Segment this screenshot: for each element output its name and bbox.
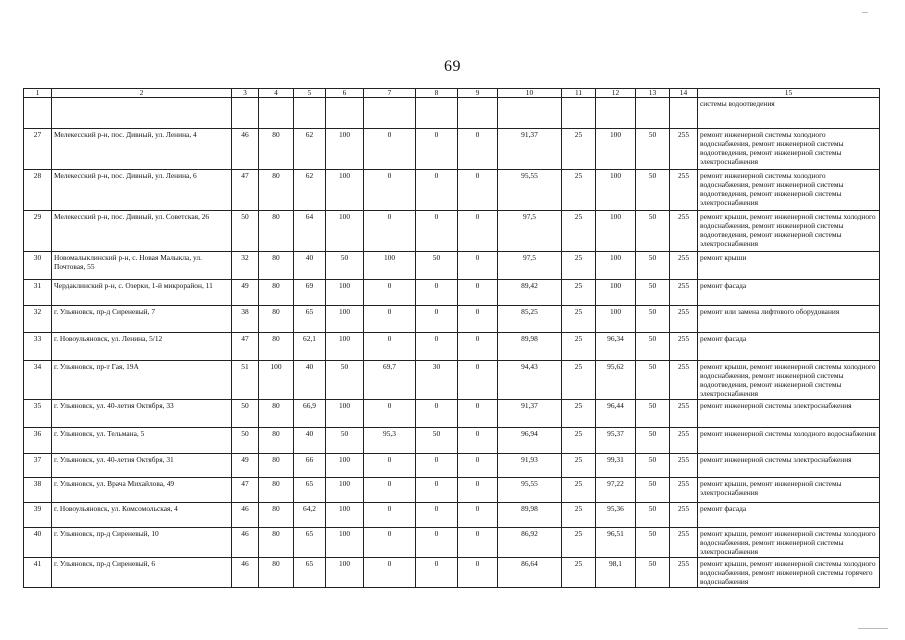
cell-c5: 40 <box>294 361 326 400</box>
cell-c4: 80 <box>259 252 294 280</box>
cell-c8: 0 <box>416 306 458 333</box>
cell-c3: 46 <box>232 558 259 588</box>
cell-c14: 255 <box>670 400 698 428</box>
cell-c9: 0 <box>458 306 498 333</box>
cell-total: 94,43 <box>498 361 562 400</box>
cell-c13: 50 <box>636 333 670 361</box>
table-row <box>24 211 880 252</box>
cell-c3: 49 <box>232 280 259 306</box>
cell-c6: 100 <box>326 129 364 170</box>
cell-works: ремонт инженерной системы холодного водоснабжения, ремонт инженерной системы водоотведения, ремонт инженерной системы электроснабжения <box>698 129 880 170</box>
cell-works: ремонт крыши, ремонт инженерной системы холодного водоснабжения, ремонт инженерной системы электроснабжения <box>698 528 880 558</box>
table-row <box>24 252 880 280</box>
cell-c4: 80 <box>259 503 294 528</box>
cell-c12: 100 <box>596 129 636 170</box>
cell-c6: 100 <box>326 478 364 503</box>
cell-index: 35 <box>24 400 52 428</box>
cell-c14: 255 <box>670 528 698 558</box>
cell-c14: 255 <box>670 280 698 306</box>
cell-address: г. Ульяновск, пр-т Гая, 19А <box>52 361 232 400</box>
cell-c6: 100 <box>326 454 364 478</box>
cell-c13: 50 <box>636 428 670 454</box>
column-number-header: 9 <box>458 89 498 98</box>
cell-index: 33 <box>24 333 52 361</box>
cell-c3: 50 <box>232 400 259 428</box>
cell-c12: 98,1 <box>596 558 636 588</box>
cell-index: 28 <box>24 170 52 211</box>
register-table <box>23 88 880 588</box>
table-row <box>24 400 880 428</box>
cell-c8: 0 <box>416 280 458 306</box>
cell-c12: 95,37 <box>596 428 636 454</box>
cell-c9: 0 <box>458 252 498 280</box>
cell-c5: 66,9 <box>294 400 326 428</box>
cell-c13: 50 <box>636 454 670 478</box>
cell-total: 85,25 <box>498 306 562 333</box>
cell-c14: 255 <box>670 129 698 170</box>
cell-c4: 80 <box>259 528 294 558</box>
cell-c11: 25 <box>562 400 596 428</box>
column-number-header: 1 <box>24 89 52 98</box>
cell-c11: 25 <box>562 503 596 528</box>
cell-c6: 100 <box>326 333 364 361</box>
cell-c13: 50 <box>636 252 670 280</box>
cell-c7: 0 <box>364 333 416 361</box>
cell-address: г. Ульяновск, ул. 40-летия Октября, 33 <box>52 400 232 428</box>
cell-c13: 50 <box>636 170 670 211</box>
cell-address: г. Ульяновск, ул. Врача Михайлова, 49 <box>52 478 232 503</box>
table-row <box>24 503 880 528</box>
cell-c6: 100 <box>326 503 364 528</box>
cell-c4: 80 <box>259 306 294 333</box>
cell-c8: 0 <box>416 478 458 503</box>
cell-total: 86,64 <box>498 558 562 588</box>
cell-c7: 0 <box>364 280 416 306</box>
cell-c9: 0 <box>458 478 498 503</box>
cell-works: ремонт фасада <box>698 503 880 528</box>
cell-c7: 0 <box>364 306 416 333</box>
cell-c7: 0 <box>364 170 416 211</box>
cell-total: 95,55 <box>498 170 562 211</box>
cell-c9: 0 <box>458 129 498 170</box>
cell-works: ремонт инженерной системы электроснабжения <box>698 400 880 428</box>
cell-works: ремонт крыши <box>698 252 880 280</box>
cell-c6: 100 <box>326 558 364 588</box>
cell-index: 36 <box>24 428 52 454</box>
cell-c9: 0 <box>458 211 498 252</box>
cell-total: 96,94 <box>498 428 562 454</box>
cell-index: 40 <box>24 528 52 558</box>
cell-c13: 50 <box>636 280 670 306</box>
cell-c12: 99,31 <box>596 454 636 478</box>
column-number-header: 14 <box>670 89 698 98</box>
cell-total: 89,42 <box>498 280 562 306</box>
cell-index: 32 <box>24 306 52 333</box>
cell-total: 86,92 <box>498 528 562 558</box>
cell-c6: 100 <box>326 211 364 252</box>
cell-c12: 96,51 <box>596 528 636 558</box>
cell-works: ремонт крыши, ремонт инженерной системы холодного водоснабжения, ремонт инженерной системы водоотведения, ремонт инженерной системы электроснабжения <box>698 211 880 252</box>
cell-c12: 97,22 <box>596 478 636 503</box>
cell-c5: 65 <box>294 528 326 558</box>
cell-c8: 50 <box>416 428 458 454</box>
cell-c13: 50 <box>636 478 670 503</box>
cell-index: 29 <box>24 211 52 252</box>
cell-c4: 80 <box>259 454 294 478</box>
cell-c4: 80 <box>259 400 294 428</box>
column-number-header: 3 <box>232 89 259 98</box>
cell-works: ремонт крыши, ремонт инженерной системы холодного водоснабжения, ремонт инженерной системы водоотведения, ремонт инженерной системы электроснабжения <box>698 361 880 400</box>
cell-c7: 0 <box>364 129 416 170</box>
cell-c5: 62 <box>294 129 326 170</box>
cell-c4: 80 <box>259 558 294 588</box>
cell-c13: 50 <box>636 558 670 588</box>
table-row <box>24 478 880 503</box>
cell-c6: 50 <box>326 361 364 400</box>
cell-c3: 49 <box>232 454 259 478</box>
column-number-header: 2 <box>52 89 232 98</box>
cell-c6: 100 <box>326 528 364 558</box>
cell-c5: 40 <box>294 428 326 454</box>
column-number-header: 6 <box>326 89 364 98</box>
cell-c7: 0 <box>364 558 416 588</box>
cell-address: Новомалыклинский р-н, с. Новая Малыкла, ул. Почтовая, 55 <box>52 252 232 280</box>
cell-c14: 255 <box>670 454 698 478</box>
cell-c11: 25 <box>562 333 596 361</box>
cell-address: Мелекесский р-н, пос. Дивный, ул. Ленина, 4 <box>52 129 232 170</box>
cell-c8: 0 <box>416 528 458 558</box>
cell-address: г. Новоульяновск, ул. Ленина, 5/12 <box>52 333 232 361</box>
cell-address: г. Ульяновск, ул. Тельмана, 5 <box>52 428 232 454</box>
table-row <box>24 129 880 170</box>
cell-c3: 47 <box>232 478 259 503</box>
cell-c6: 100 <box>326 280 364 306</box>
cell-c5: 40 <box>294 252 326 280</box>
cell-c12: 100 <box>596 252 636 280</box>
column-number-row <box>24 89 880 98</box>
cell-total: 89,98 <box>498 503 562 528</box>
cell-works: системы водоотведения <box>698 98 880 129</box>
table-row <box>24 306 880 333</box>
cell-c9: 0 <box>458 503 498 528</box>
table-row <box>24 428 880 454</box>
cell-c11: 25 <box>562 211 596 252</box>
cell-c14: 255 <box>670 252 698 280</box>
cell-c8: 0 <box>416 129 458 170</box>
cell-c9: 0 <box>458 400 498 428</box>
cell-c9: 0 <box>458 170 498 211</box>
cell-c12: 100 <box>596 280 636 306</box>
cell-index: 27 <box>24 129 52 170</box>
cell-c7: 0 <box>364 211 416 252</box>
cell-c14: 255 <box>670 478 698 503</box>
cell-c9: 0 <box>458 361 498 400</box>
cell-c13: 50 <box>636 528 670 558</box>
cell-index: 30 <box>24 252 52 280</box>
cell-c14: 255 <box>670 361 698 400</box>
cell-c8: 0 <box>416 503 458 528</box>
table-row <box>24 454 880 478</box>
cell-total: 97,5 <box>498 252 562 280</box>
cell-c9: 0 <box>458 454 498 478</box>
cell-c11: 25 <box>562 280 596 306</box>
cell-c6: 100 <box>326 306 364 333</box>
cell-c8: 0 <box>416 558 458 588</box>
cell-index: 31 <box>24 280 52 306</box>
cell-c14: 255 <box>670 558 698 588</box>
cell-c12: 100 <box>596 306 636 333</box>
cell-c11: 25 <box>562 558 596 588</box>
cell-c5: 64 <box>294 211 326 252</box>
cell-c3: 50 <box>232 211 259 252</box>
cell-c3: 46 <box>232 503 259 528</box>
cell-c11: 25 <box>562 478 596 503</box>
cell-index: 34 <box>24 361 52 400</box>
cell-c7: 69,7 <box>364 361 416 400</box>
cell-c3: 50 <box>232 428 259 454</box>
column-number-header: 13 <box>636 89 670 98</box>
table-row <box>24 558 880 588</box>
cell-c6: 100 <box>326 400 364 428</box>
cell-c13: 50 <box>636 400 670 428</box>
column-number-header: 15 <box>698 89 880 98</box>
cell-c5: 65 <box>294 306 326 333</box>
cell-c8: 0 <box>416 211 458 252</box>
cell-c12: 96,34 <box>596 333 636 361</box>
cell-c3: 47 <box>232 333 259 361</box>
cell-c4: 80 <box>259 129 294 170</box>
cell-c12: 95,62 <box>596 361 636 400</box>
cell-c4: 80 <box>259 280 294 306</box>
table-row <box>24 528 880 558</box>
cell-c5: 69 <box>294 280 326 306</box>
cell-c8: 30 <box>416 361 458 400</box>
cell-c11: 25 <box>562 454 596 478</box>
table-row <box>24 361 880 400</box>
cell-c11: 25 <box>562 129 596 170</box>
cell-c9: 0 <box>458 428 498 454</box>
cell-address: г. Новоульяновск, ул. Комсомольская, 4 <box>52 503 232 528</box>
cell-c8: 0 <box>416 333 458 361</box>
cell-c7: 0 <box>364 503 416 528</box>
cell-c7: 0 <box>364 478 416 503</box>
cell-c13: 50 <box>636 503 670 528</box>
cell-address: Мелекесский р-н, пос. Дивный, ул. Ленина, 6 <box>52 170 232 211</box>
cell-c13: 50 <box>636 129 670 170</box>
cell-c4: 80 <box>259 170 294 211</box>
cell-c4: 80 <box>259 478 294 503</box>
cell-index: 39 <box>24 503 52 528</box>
cell-c13: 50 <box>636 306 670 333</box>
cell-address: г. Ульяновск, пр-д Сиреневый, 10 <box>52 528 232 558</box>
cell-c11: 25 <box>562 252 596 280</box>
cell-c11: 25 <box>562 528 596 558</box>
cell-works: ремонт фасада <box>698 280 880 306</box>
table-row <box>24 170 880 211</box>
cell-works: ремонт фасада <box>698 333 880 361</box>
cell-c3: 38 <box>232 306 259 333</box>
cell-c8: 0 <box>416 400 458 428</box>
cell-c11: 25 <box>562 306 596 333</box>
cell-c14: 255 <box>670 428 698 454</box>
cell-works: ремонт или замена лифтового оборудования <box>698 306 880 333</box>
cell-total: 91,37 <box>498 400 562 428</box>
cell-c5: 66 <box>294 454 326 478</box>
cell-c14: 255 <box>670 333 698 361</box>
cell-total: 97,5 <box>498 211 562 252</box>
cell-c14: 255 <box>670 306 698 333</box>
cell-c8: 0 <box>416 170 458 211</box>
cell-c5: 65 <box>294 478 326 503</box>
cell-c7: 0 <box>364 400 416 428</box>
cell-address: Мелекесский р-н, пос. Дивный, ул. Советская, 26 <box>52 211 232 252</box>
cell-c5: 65 <box>294 558 326 588</box>
cell-c14: 255 <box>670 503 698 528</box>
cell-c9: 0 <box>458 528 498 558</box>
cell-c12: 95,36 <box>596 503 636 528</box>
cell-c5: 62,1 <box>294 333 326 361</box>
cell-c9: 0 <box>458 280 498 306</box>
cell-c11: 25 <box>562 361 596 400</box>
cell-c4: 80 <box>259 211 294 252</box>
cell-works: ремонт инженерной системы холодного водоснабжения, ремонт инженерной системы водоотведения, ремонт инженерной системы электроснабжения <box>698 170 880 211</box>
cell-c9: 0 <box>458 333 498 361</box>
cell-c6: 100 <box>326 170 364 211</box>
cell-c11: 25 <box>562 428 596 454</box>
table-row <box>24 333 880 361</box>
cell-c3: 32 <box>232 252 259 280</box>
cell-total: 91,93 <box>498 454 562 478</box>
column-number-header: 11 <box>562 89 596 98</box>
page-number: 69 <box>444 58 461 75</box>
table-row <box>24 280 880 306</box>
cell-c4: 80 <box>259 428 294 454</box>
column-number-header: 8 <box>416 89 458 98</box>
cell-address: г. Ульяновск, пр-д Сиреневый, 6 <box>52 558 232 588</box>
cell-address: г. Ульяновск, ул. 40-летия Октября, 31 <box>52 454 232 478</box>
cell-c7: 0 <box>364 454 416 478</box>
cell-works: ремонт крыши, ремонт инженерной системы электроснабжения <box>698 478 880 503</box>
cell-c3: 47 <box>232 170 259 211</box>
cell-c12: 100 <box>596 170 636 211</box>
scan-artifact <box>858 628 888 629</box>
cell-total: 91,37 <box>498 129 562 170</box>
cell-c3: 46 <box>232 129 259 170</box>
cell-c3: 51 <box>232 361 259 400</box>
cell-c3: 46 <box>232 528 259 558</box>
cell-total: 95,55 <box>498 478 562 503</box>
column-number-header: 12 <box>596 89 636 98</box>
cell-c12: 96,44 <box>596 400 636 428</box>
scan-artifact <box>862 12 868 13</box>
cell-c5: 64,2 <box>294 503 326 528</box>
cell-address: Чердаклинский р-н, с. Озерки, 1-й микрорайон, 11 <box>52 280 232 306</box>
cell-c4: 100 <box>259 361 294 400</box>
column-number-header: 10 <box>498 89 562 98</box>
cell-c7: 0 <box>364 528 416 558</box>
cell-c7: 95,3 <box>364 428 416 454</box>
cell-works: ремонт крыши, ремонт инженерной системы холодного водоснабжения, ремонт инженерной системы горячего водоснабжения <box>698 558 880 588</box>
column-number-header: 4 <box>259 89 294 98</box>
cell-index: 38 <box>24 478 52 503</box>
cell-c12: 100 <box>596 211 636 252</box>
cell-works: ремонт инженерной системы холодного водоснабжения <box>698 428 880 454</box>
cell-address: г. Ульяновск, пр-д Сиреневый, 7 <box>52 306 232 333</box>
cell-c14: 255 <box>670 211 698 252</box>
cell-c11: 25 <box>562 170 596 211</box>
continuation-row <box>24 98 880 129</box>
column-number-header: 5 <box>294 89 326 98</box>
column-number-header: 7 <box>364 89 416 98</box>
cell-total: 89,98 <box>498 333 562 361</box>
cell-c5: 62 <box>294 170 326 211</box>
cell-c6: 50 <box>326 252 364 280</box>
cell-c8: 0 <box>416 454 458 478</box>
cell-c8: 50 <box>416 252 458 280</box>
cell-index: 37 <box>24 454 52 478</box>
cell-c6: 50 <box>326 428 364 454</box>
cell-c4: 80 <box>259 333 294 361</box>
cell-index: 41 <box>24 558 52 588</box>
cell-c7: 100 <box>364 252 416 280</box>
cell-c14: 255 <box>670 170 698 211</box>
cell-c13: 50 <box>636 211 670 252</box>
cell-works: ремонт инженерной системы электроснабжения <box>698 454 880 478</box>
cell-c13: 50 <box>636 361 670 400</box>
cell-c9: 0 <box>458 558 498 588</box>
